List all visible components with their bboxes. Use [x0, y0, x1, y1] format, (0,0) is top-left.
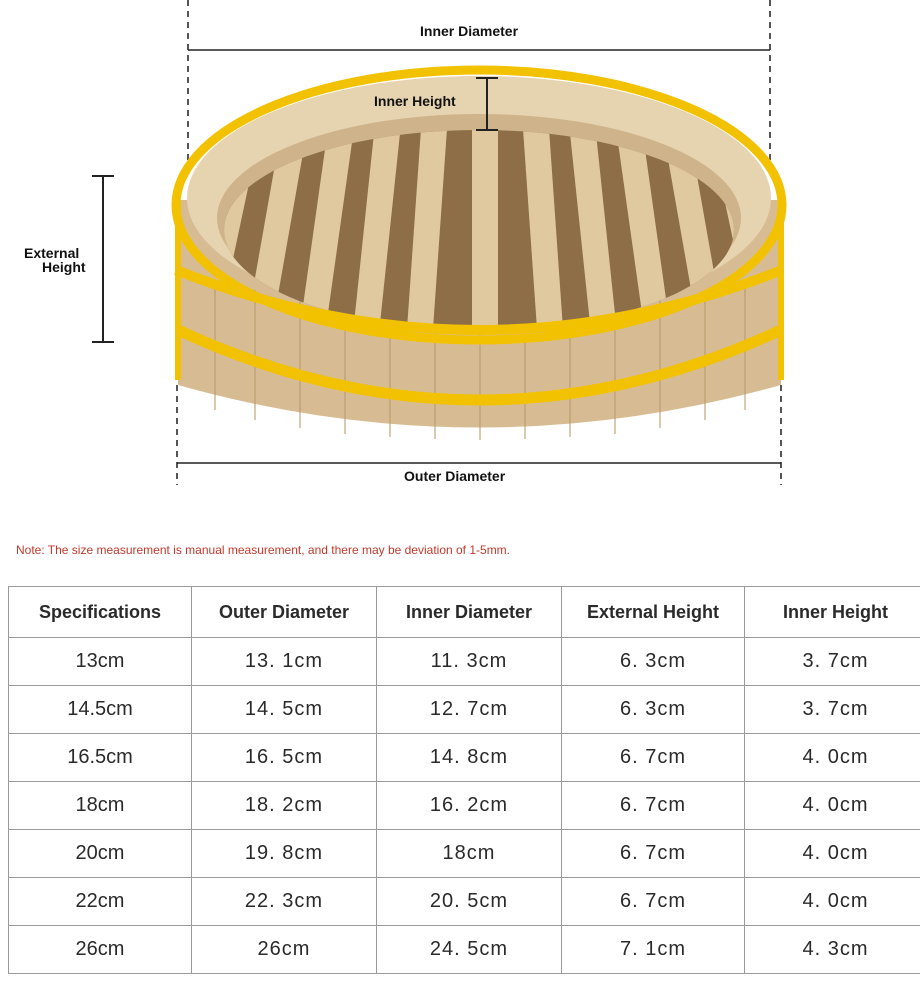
- table-body: [9, 638, 920, 974]
- column-header: External Height: [562, 587, 745, 638]
- measurement-cell: 6. 7cm: [562, 782, 745, 830]
- table-row: [9, 734, 920, 782]
- table-row: [9, 926, 920, 974]
- external-height-label: [20, 246, 90, 274]
- measurement-cell: 6. 3cm: [562, 686, 745, 734]
- spec-cell: 26cm: [9, 926, 192, 974]
- inner-height-label: Inner Height: [374, 93, 456, 109]
- table-row: [9, 686, 920, 734]
- measurement-cell: 13. 1cm: [192, 638, 377, 686]
- measurement-cell: 4. 0cm: [745, 782, 920, 830]
- external-height-label-line1: External: [24, 245, 80, 261]
- table-row: [9, 638, 920, 686]
- measurement-cell: 16. 2cm: [377, 782, 562, 830]
- external-height-label-line2: Height: [42, 259, 86, 275]
- measurement-cell: 4. 3cm: [745, 926, 920, 974]
- column-header: Specifications: [9, 587, 192, 638]
- measurement-cell: 20. 5cm: [377, 878, 562, 926]
- measurement-cell: 4. 0cm: [745, 830, 920, 878]
- measurement-cell: 6. 7cm: [562, 734, 745, 782]
- outer-diameter-label: Outer Diameter: [400, 468, 509, 484]
- spec-cell: 16.5cm: [9, 734, 192, 782]
- spec-cell: 13cm: [9, 638, 192, 686]
- column-header: Inner Diameter: [377, 587, 562, 638]
- spec-cell: 22cm: [9, 878, 192, 926]
- measurement-note: Note: The size measurement is manual measurement, and there may be deviation of 1-5mm.: [16, 543, 511, 557]
- measurement-cell: 19. 8cm: [192, 830, 377, 878]
- table-row: [9, 830, 920, 878]
- inner-diameter-label: Inner Diameter: [416, 23, 522, 39]
- measurement-cell: 18. 2cm: [192, 782, 377, 830]
- measurement-cell: 11. 3cm: [377, 638, 562, 686]
- measurement-cell: 6. 7cm: [562, 830, 745, 878]
- measurement-cell: 14. 5cm: [192, 686, 377, 734]
- measurement-cell: 14. 8cm: [377, 734, 562, 782]
- table-row: [9, 878, 920, 926]
- column-header: Inner Height: [745, 587, 920, 638]
- spec-cell: 18cm: [9, 782, 192, 830]
- table-header-row: [9, 587, 920, 638]
- measurement-cell: 24. 5cm: [377, 926, 562, 974]
- measurement-cell: 18cm: [377, 830, 562, 878]
- measurement-cell: 4. 0cm: [745, 734, 920, 782]
- measurement-cell: 3. 7cm: [745, 686, 920, 734]
- table-row: [9, 782, 920, 830]
- size-specification-table: [8, 586, 920, 974]
- spec-cell: 14.5cm: [9, 686, 192, 734]
- measurement-cell: 7. 1cm: [562, 926, 745, 974]
- measurement-cell: 26cm: [192, 926, 377, 974]
- measurement-cell: 6. 3cm: [562, 638, 745, 686]
- spec-cell: 20cm: [9, 830, 192, 878]
- measurement-cell: 3. 7cm: [745, 638, 920, 686]
- measurement-cell: 12. 7cm: [377, 686, 562, 734]
- column-header: Outer Diameter: [192, 587, 377, 638]
- measurement-cell: 6. 7cm: [562, 878, 745, 926]
- measurement-cell: 22. 3cm: [192, 878, 377, 926]
- measurement-cell: 4. 0cm: [745, 878, 920, 926]
- measurement-cell: 16. 5cm: [192, 734, 377, 782]
